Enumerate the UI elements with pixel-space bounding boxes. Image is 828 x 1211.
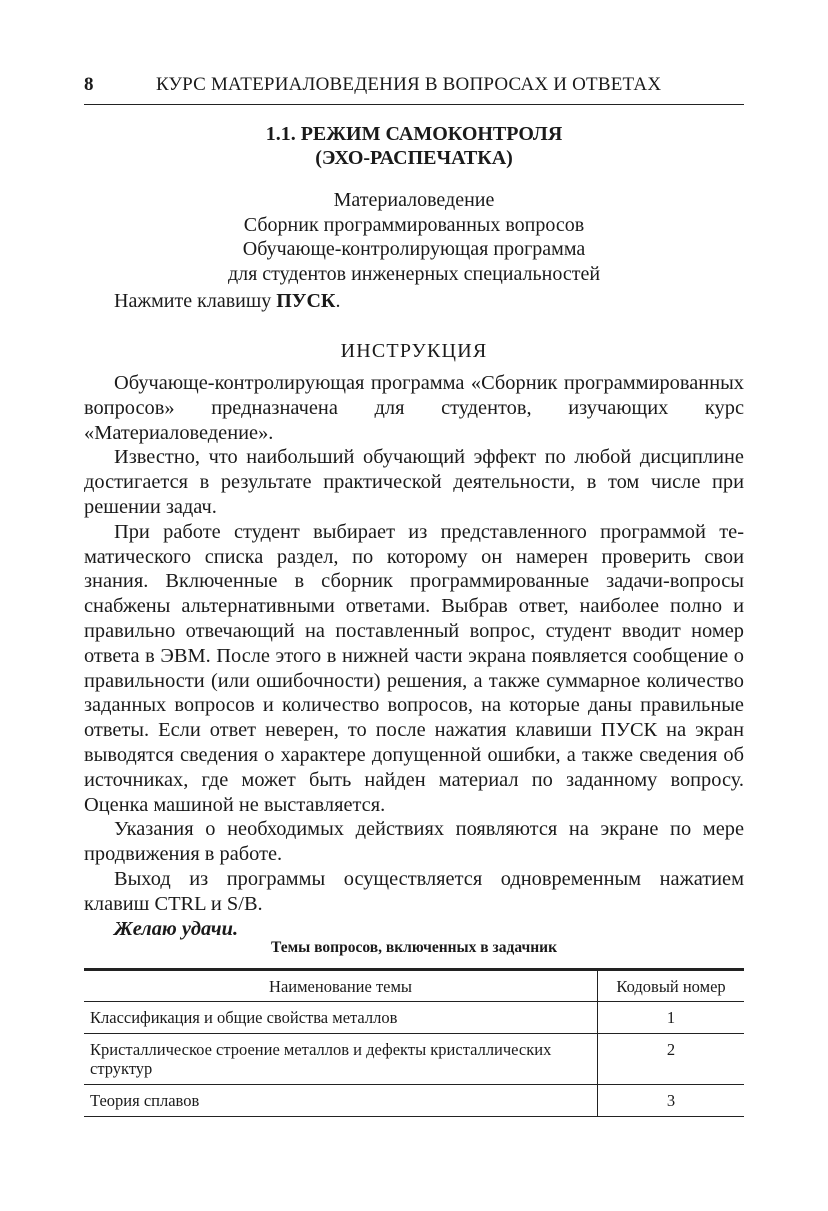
topic-cell: Теория сплавов xyxy=(84,1085,598,1117)
topic-cell: Кристаллическое строение металлов и дефекты кристаллических структур xyxy=(84,1034,598,1085)
table-row xyxy=(84,1034,744,1085)
program-subtitle xyxy=(84,188,744,286)
section-title-line-1: 1.1. РЕЖИМ САМОКОНТРОЛЯ xyxy=(265,123,563,145)
instruction-body xyxy=(84,371,744,941)
column-header-code: Кодовый номер xyxy=(598,970,744,1002)
running-header xyxy=(84,72,744,105)
table-caption: Темы вопросов, включенных в задачник xyxy=(270,939,558,956)
table-row xyxy=(84,1085,744,1117)
paragraph: Обучающе-контролирующая программа «Сборник программированных вопросов» предназначена для студентов, изучающих курс «Материаловедение». xyxy=(84,372,744,444)
page-number: 8 xyxy=(84,74,94,95)
column-header-topic: Наименование темы xyxy=(84,970,598,1002)
topics-table xyxy=(84,968,744,1117)
paragraph: При работе студент выбирает из представленного программой тематического списка раздел, по которому он намерен проверить свои знания. Включенные в сборник программированные задачи-вопросы снабжены альтернативными ответами. Выбрав ответ, наиболее полно и правильно отвечающий на поставленный вопрос, студент вводит номер ответа в ЭВМ. После этого в нижней части экрана появляется сообщение о правильности (или ошибочности) решения, а также суммарное количество заданных вопросов и количество вопросов, на которые даны правильные ответы. Если ответ неверен, то после нажатия клавиши ПУСК на экран выводятся сведения о характере допущенной ошибки, а также сведения об источниках, где может быть найден материал по заданному вопросу. Оценка машиной не выставляется. xyxy=(84,520,744,816)
section-title xyxy=(84,122,744,170)
running-title: КУРС МАТЕРИАЛОВЕДЕНИЯ В ВОПРОСАХ И ОТВЕТАХ xyxy=(156,74,662,95)
press-prefix: Нажмите клавишу xyxy=(114,290,277,312)
subtitle-line: Обучающе-контролирующая программа xyxy=(242,238,586,260)
press-suffix: . xyxy=(335,290,341,312)
press-key-line xyxy=(114,290,340,313)
subtitle-line: Сборник программированных вопросов xyxy=(243,213,585,236)
code-cell: 3 xyxy=(598,1085,744,1117)
subtitle-line: для студентов инженерных специальностей xyxy=(227,262,601,285)
closing-wish: Желаю удачи. xyxy=(114,917,239,940)
book-page xyxy=(84,0,744,1211)
code-cell: 1 xyxy=(598,1002,744,1034)
press-key-name: ПУСК xyxy=(276,290,336,312)
table-row xyxy=(84,1002,744,1034)
section-title-line-2: (ЭХО-РАСПЕЧАТКА) xyxy=(315,147,513,169)
paragraph: Выход из программы осуществляется одновременным нажатием клавиш CTRL и S/B. xyxy=(84,867,744,915)
code-cell: 2 xyxy=(598,1034,744,1085)
topic-cell: Классификация и общие свойства металлов xyxy=(84,1002,598,1034)
subtitle-line: Материаловедение xyxy=(333,189,495,211)
paragraph: Известно, что наибольший обучающий эффект по любой дисциплине достигается в результате практической деятельности, в том числе при решении задач. xyxy=(84,446,744,518)
paragraph: Указания о необходимых действиях появляются на экране по мере продвижения в работе. xyxy=(84,818,744,866)
instruction-heading: ИНСТРУКЦИЯ xyxy=(340,340,488,362)
table-header-row xyxy=(84,970,744,1002)
